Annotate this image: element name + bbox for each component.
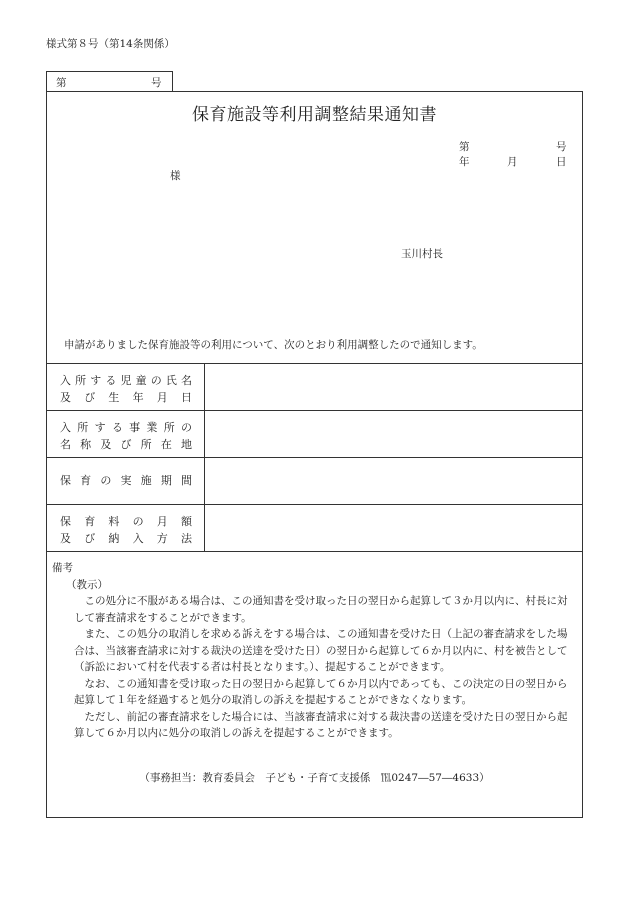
table-bottom-line — [47, 551, 582, 552]
row-label-line2: 及び生年月日 — [60, 391, 192, 404]
issuer: 玉川村長 — [401, 248, 443, 260]
value-period — [204, 457, 582, 503]
row-label-line1: 入所する事業所の — [60, 421, 192, 434]
number-box-dai: 第 — [56, 77, 67, 89]
contact-line: （事務担当：教育委員会 子ども・子育て支援係 ℡0247―57―4633） — [139, 772, 490, 784]
notes-heading: 備考 — [52, 562, 73, 574]
value-child — [204, 363, 582, 409]
value-fee — [204, 504, 582, 550]
header-tsuki: 月 — [507, 156, 518, 168]
value-facility — [204, 410, 582, 456]
header-dai: 第 — [459, 141, 470, 153]
row-label-line2: 及び納入方法 — [60, 532, 192, 545]
header-nen: 年 — [459, 156, 470, 168]
header-go: 号 — [556, 141, 567, 153]
row-label-period — [60, 472, 192, 489]
header-hi: 日 — [556, 156, 567, 168]
notes-paragraph: ただし、前記の審査請求をした場合には、当該審査請求に対する裁決書の送達を受けた日の翌日から起算して６か月以内に処分の取消しの訴えを提起することができます。 — [74, 710, 568, 739]
form-label: 様式第８号（第14条関係） — [46, 38, 175, 50]
notes-section — [52, 560, 577, 742]
notes-paragraph: この処分に不服がある場合は、この通知書を受け取った日の翌日から起算して３か月以内に、村長に対して審査請求をすることができます。 — [74, 595, 568, 624]
number-box — [46, 71, 173, 91]
row-label-line1: 保育料の月額 — [60, 515, 192, 528]
notes-paragraph: なお、この通知書を受け取った日の翌日から起算して６か月以内であっても、この決定の日の翌日から起算して１年を経過すると処分の取消しの訴えを提起することができなくなります。 — [74, 677, 568, 706]
number-box-go: 号 — [151, 77, 162, 89]
row-label-line1: 保育の実施期間 — [60, 474, 192, 487]
row-label-line1: 入所する児童の氏名 — [60, 374, 192, 387]
row-label-fee — [60, 513, 192, 547]
intro-text: 申請がありました保育施設等の利用について、次のとおり利用調整したので通知します。 — [64, 339, 483, 351]
row-label-facility — [60, 419, 192, 453]
notes-paragraph: また、この処分の取消しを求める訴えをする場合は、この通知書を受けた日（上記の審査請求をした場合は、当該審査請求に対する裁決の送達を受けた日）の翌日から起算して６か月以内に、村を被告として（訴訟において村を代表する者は村長となります。）、提起することができます。 — [74, 628, 568, 673]
row-label-child — [60, 372, 192, 406]
document-title: 保育施設等利用調整結果通知書 — [192, 105, 437, 125]
notes-sub: （教示） — [66, 578, 108, 591]
row-label-line2: 名称及び所在地 — [60, 438, 192, 451]
recipient-suffix: 様 — [170, 170, 181, 182]
